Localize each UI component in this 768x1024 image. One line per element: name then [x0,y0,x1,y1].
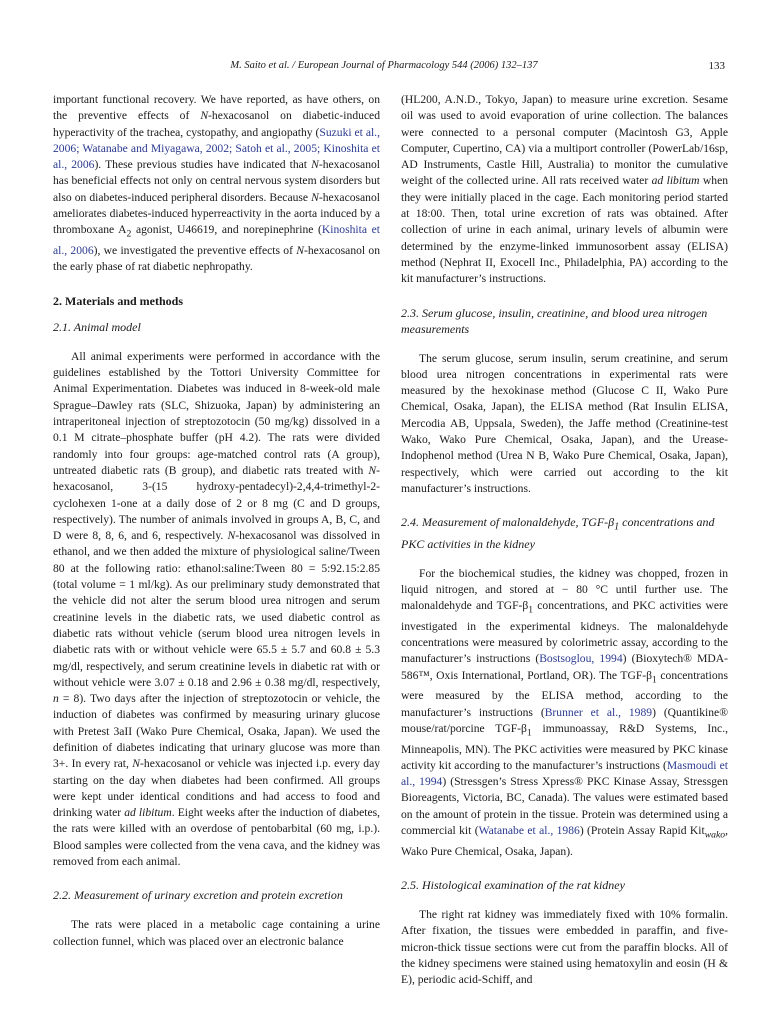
citation-link[interactable]: Masmoudi et al., 1994 [401,758,728,789]
paragraph-biochemical-studies: For the biochemical studies, the kidney was chopped, frozen in liquid nitrogen, and stored at − 80 °C until further use. The malonaldehyde and TGF-$\beta_1$ concentrations, and PKC activities were investigated in the experimental kidneys. The malonaldehyde concentrations were measured by colorimetric assay, according to the manufacturer’s instructions (Bostsoglou, 1994) (Bioxytech® MDA-586™, Oxis International, Portland, OR). The TGF-$\beta_1$ concentrations were measured by the ELISA method, according to the manufacturer’s instructions (Brunner et al., 1989) (Quantikine® mouse/rat/porcine TGF-$\beta_1$ immunoassay, R&D Systems, Inc., Minneapolis, MN). The PKC activities were measured by PKC kinase activity kit according to the manufacturer’s instructions (Masmoudi et al., 1994) (Stressgen’s Stress Xpress® PKC Kinase Assay, Stressgen Bioreagents, Victoria, BC, Canada). The values were estimated based on the amount of protein in the tissue. Protein was determined using a commercial kit (Watanabe et al., 1986) (Protein Assay Rapid Kit$_{wako}$, Wako Pure Chemical, Osaka, Japan). [401,566,729,858]
subsection-heading: 2.1. Animal model [53,319,141,334]
page-number: 133 [708,60,725,72]
citation-link[interactable]: Kinoshita et al., 2006 [53,223,380,257]
paragraph-urinary-excretion-cont: (HL200, A.N.D., Tokyo, Japan) to measure urine excretion. Sesame oil was used to avoid evaporation of urine collection. The balances were connected to a personal computer (Macintosh G3, Apple Computer, Cupertino, CA) via a multiport controller (PowerLab/16sp, AD Instruments, Castle Hill, Australia) to monitor the cumulative weight of the collected urine. All rats received water ad libitum when they were initially placed in the cage. Each monitoring period started at 18:00. Then, total urine excretion of rats was obtained. After collection of urine in each animal, urinary levels of albumin were determined by the enzyme-linked immunosorbent assay (ELISA) method (Nephrat II, Exocell Inc., Philadelphia, PA) according to the kit manufacturer’s instructions. [401,93,729,286]
subsection-heading: 2.3. Serum glucose, insulin, creatinine, and blood urea nitrogen measurements [401,305,708,336]
paragraph-serum-measurements: The serum glucose, serum insulin, serum creatinine, and serum blood urea nitrogen concentrations in experimental rats were measured by the hexokinase method (Glucose C II, Wako Pure Chemical, Osaka, Japan), the ELISA method (Rat Insulin ELISA, Mercodia AB, Uppsala, Sweden), the Jaffe method (Creatinine-test Wako, Wako Pure Chemical, Osaka, Japan), and the Urease-Indophenol method (Urea N B, Wako Pure Chemical, Osaka, Japan), respectively, which were carried out according to the kit manufacturer’s instructions. [401,351,728,495]
paragraph-urinary-excretion: The rats were placed in a metabolic cage containing a urine collection funnel, which was placed over an electronic balance [53,918,380,948]
subsection-heading: 2.4. Measurement of malonaldehyde, TGF-$\beta_1$ concentrations and PKC activities in the kidney [401,515,715,551]
citation-link[interactable]: Suzuki et al., 2006; Watanabe and Miyagawa, 2002; Satoh et al., 2005; Kinoshita et al., 2006 [53,125,380,172]
running-head [0,60,768,76]
left-column [53,92,380,950]
section-heading: 2. Materials and methods [53,293,183,308]
citation-link[interactable]: Brunner et al., 1989 [544,705,653,719]
citation-link[interactable]: Watanabe et al., 1986 [478,824,580,838]
running-title: M. Saito et al. / European Journal of Pharmacology 544 (2006) 132–137 [230,60,538,71]
citation-link[interactable]: Bostsoglou, 1994 [539,652,623,666]
intro-continuation: important functional recovery. We have reported, as have others, on the preventive effects of N-hexacosanol on diabetic-induced hyperactivity of the trachea, cystopathy, and angiopathy (Suzuki et al., 2006; Watanabe and Miyagawa, 2002; Satoh et al., 2005; Kinoshita et al., 2006). These previous studies have indicated that N-hexacosanol has beneficial effects not only on central nervous system disorders but also on diabetes-induced peripheral disorders. Because N-hexacosanol ameliorates diabetes-induced hyperreactivity in the aorta induced by a thromboxane $A_2$ agonist, U46619, and norepinephrine (Kinoshita et al., 2006), we investigated the preventive effects of N-hexacosanol on the early phase of rat diabetic nephropathy. [53,93,381,274]
paragraph-histology: The right rat kidney was immediately fixed with 10% formalin. After fixation, the tissues were embedded in paraffin, and five-micron-thick tissue sections were cut from the paraffin blocks. All of the kidney specimens were stained using hematoxylin and eosin (H & E), periodic acid-Schiff, and [401,907,728,987]
right-column [401,92,728,988]
subsection-heading: 2.2. Measurement of urinary excretion and protein excretion [53,888,343,903]
subsection-heading: 2.5. Histological examination of the rat kidney [401,877,625,892]
paragraph-animal-model: All animal experiments were performed in accordance with the guidelines established by the Tottori University Committee for Animal Experimentation. Diabetes was induced in 8-week-old male Sprague–Dawley rats (SLC, Shizuoka, Japan) by administering an intraperitoneal injection of streptozotocin (50 mg/kg) dissolved in a 0.1 M citrate–phosphate buffer (pH 4.2). The rats were divided randomly into four groups: age-matched control rats (A group), untreated diabetic rats (B group), and diabetic rats treated with N-hexacosanol, 3-(15 hydroxy-pentadecyl)-2,4,4-trimethyl-2-cyclohexen 1-one at a daily dose of 2 or 8 mg (C and D groups, respectively). The number of animals involved in groups A, B, C, and D were 8, 8, 6, and 6, respectively. N-hexacosanol was dissolved in ethanol, and we then added the mixture of physiological saline/Tween 80 at the following ratio: ethanol:saline:Tween 80 = 5:92.15:2.85 (total volume = 1 ml/kg). As our preliminary study demonstrated that the vehicle did not alter the serum blood urea nitrogen and serum creatinine levels in the diabetic rats, we used diabetic control as diabetic rats without vehicle (serum blood urea nitrogen levels in diabetic rats with or without vehicle were 65.5 ± 5.7 and 60.8 ± 5.3 mg/dl, respectively, and serum creatinine levels in diabetic rat with or without vehicle were 3.07 ± 0.18 and 2.96 ± 0.38 mg/dl, respectively, n = 8). Two days after the injection of streptozotocin or vehicle, the induction of diabetes was confirmed by measuring urinary glucose with Pretest 3aII (Wako Pure Chemical, Osaka, Japan). We used the definition of diabetes indicating that urinary glucose was more than 3+. In every rat, N-hexacosanol or vehicle was injected i.p. every day starting on the day when diabetes had been confirmed. All groups were kept under identical conditions and had access to food and drinking water ad libitum. Eight weeks after the induction of diabetes, the rats were killed with an overdose of pentobarbital (60 mg, i.p.). Blood samples were collected from the vena cava, and the kidney was removed from each animal. [53,349,381,869]
